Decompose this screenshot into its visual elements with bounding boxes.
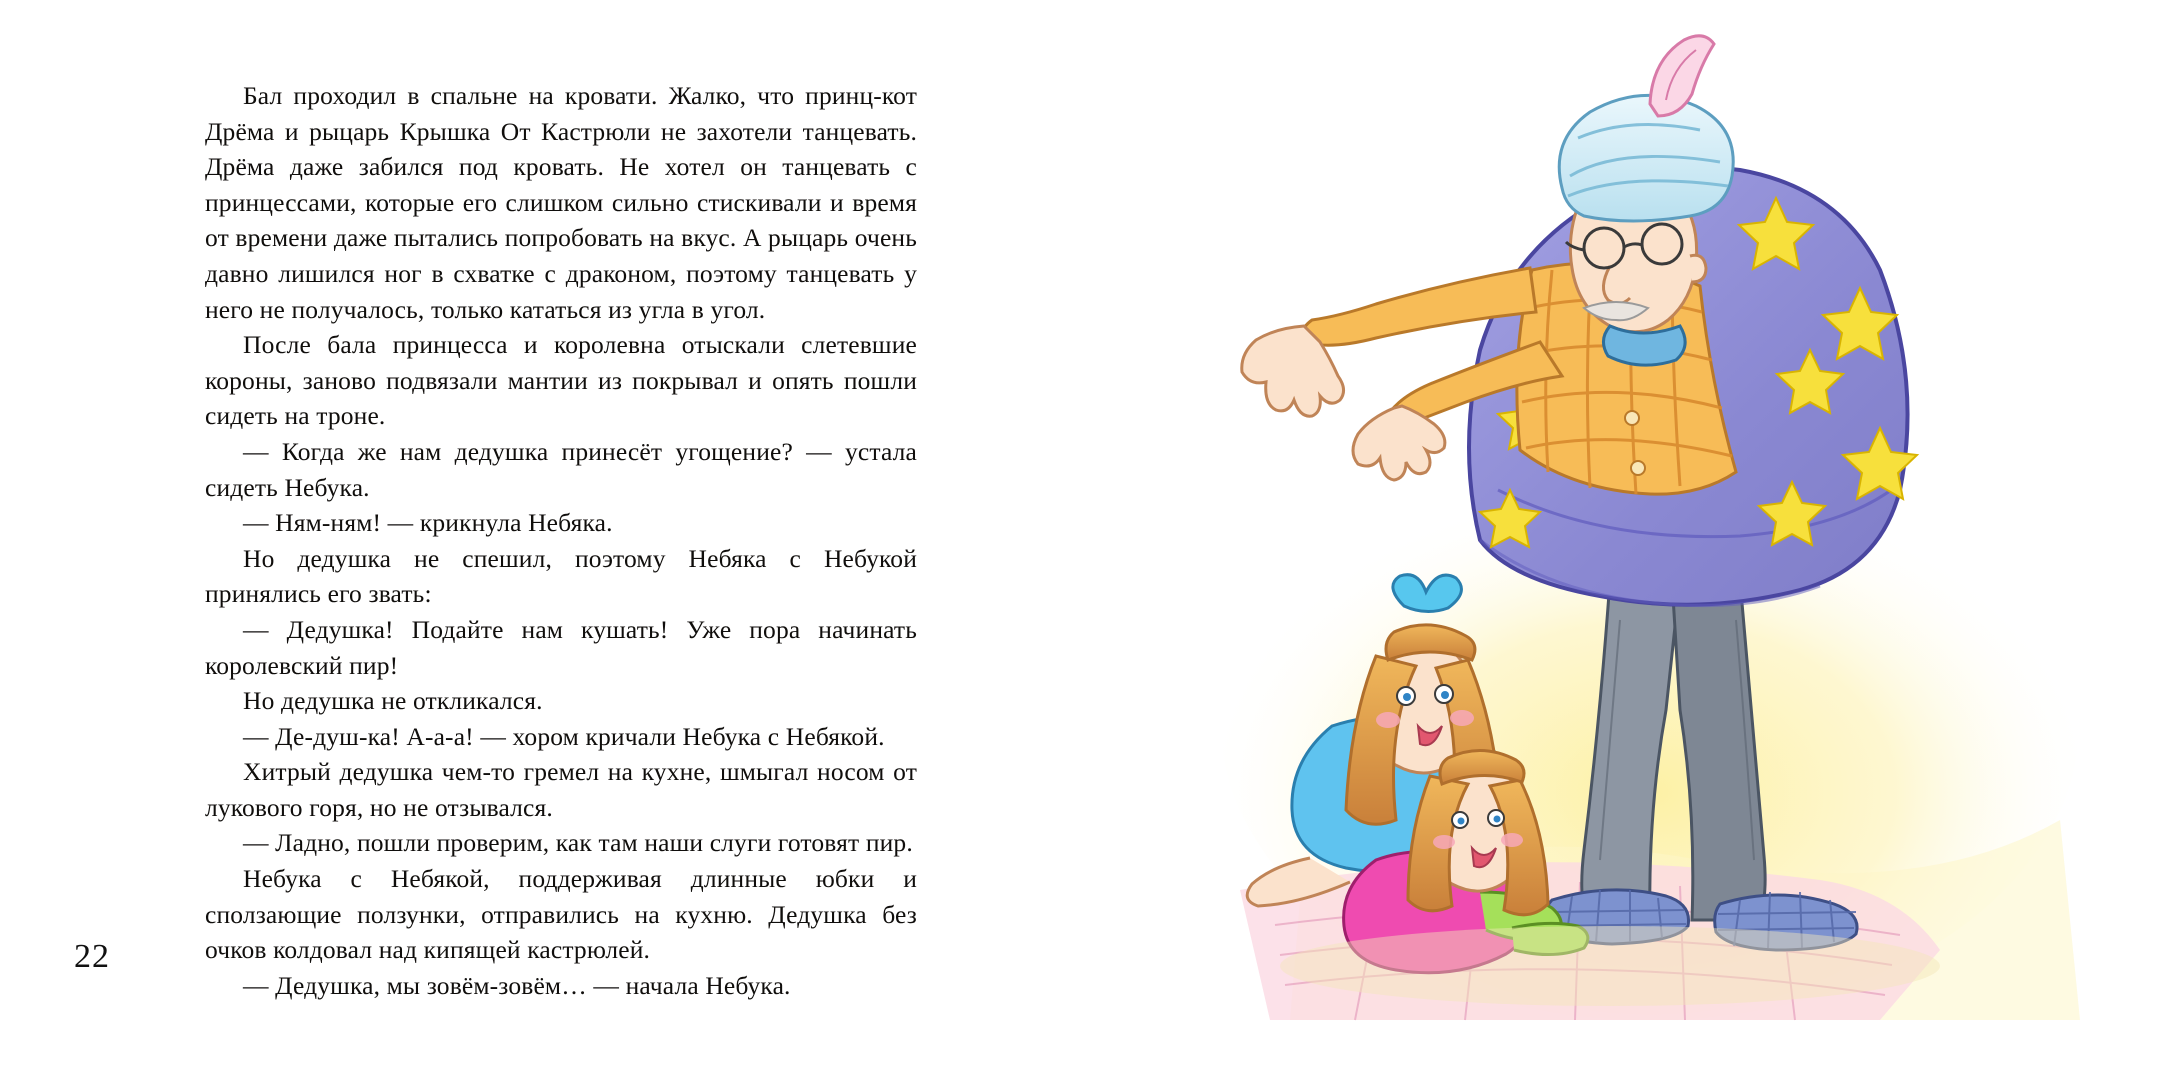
paragraph: Но дедушка не откликался. xyxy=(243,686,543,716)
page-number: 22 xyxy=(74,938,110,975)
paragraph: — Ладно, пошли проверим, как там наши слуги готовят пир. xyxy=(243,828,913,858)
paragraph: Хитрый дедушка чем-то гремел на кухне, шмыгал носом от лукового горя, но не отзывался. xyxy=(205,757,917,822)
grandfather-and-girls-illustration xyxy=(1180,20,2160,1060)
paragraph: После бала принцесса и королевна отыскали слетевшие короны, заново подвязали мантии из покрывал и опять пошли сидеть на троне. xyxy=(205,330,917,431)
paragraph: — Ням-ням! — крикнула Небяка. xyxy=(243,508,613,538)
illustration xyxy=(1180,20,2160,1060)
page-text-column xyxy=(205,78,917,1003)
paragraph: — Дедушка, мы зовём-зовём… — начала Небука. xyxy=(243,970,791,1000)
paragraph: Но дедушка не спешил, поэтому Небяка с Небукой принялись его звать: xyxy=(205,543,917,609)
paragraph: — Когда же нам дедушка принесёт угощение? — устала сидеть Небука. xyxy=(205,436,917,502)
paragraph: — Дедушка! Подайте нам кушать! Уже пора начинать королевский пир! xyxy=(205,614,917,680)
paragraph: — Де-душ-ка! А-а-а! — хором кричали Небука с Небякой. xyxy=(243,721,885,751)
paragraph: Небука с Небякой, поддерживая длинные юбки и сползающие ползунки, отправились на кухню. Дедушка без очков колдовал над кипящей кастрюлей. xyxy=(205,864,917,965)
ground-shadow xyxy=(1280,926,1940,1006)
paragraph: Бал проходил в спальне на кровати. Жалко, что принц-кот Дрёма и рыцарь Крышка От Кастрюли не захотели танцевать. Дрёма даже забился под кровать. Не хотел он танцевать с принцессами, которые его слишком сильно стискивали и время от времени даже пытались попробовать на вкус. А рыцарь очень давно лишился ног в схватке с драконом, поэтому танцевать у него не получалось, только кататься из угла в угол. xyxy=(205,81,917,324)
